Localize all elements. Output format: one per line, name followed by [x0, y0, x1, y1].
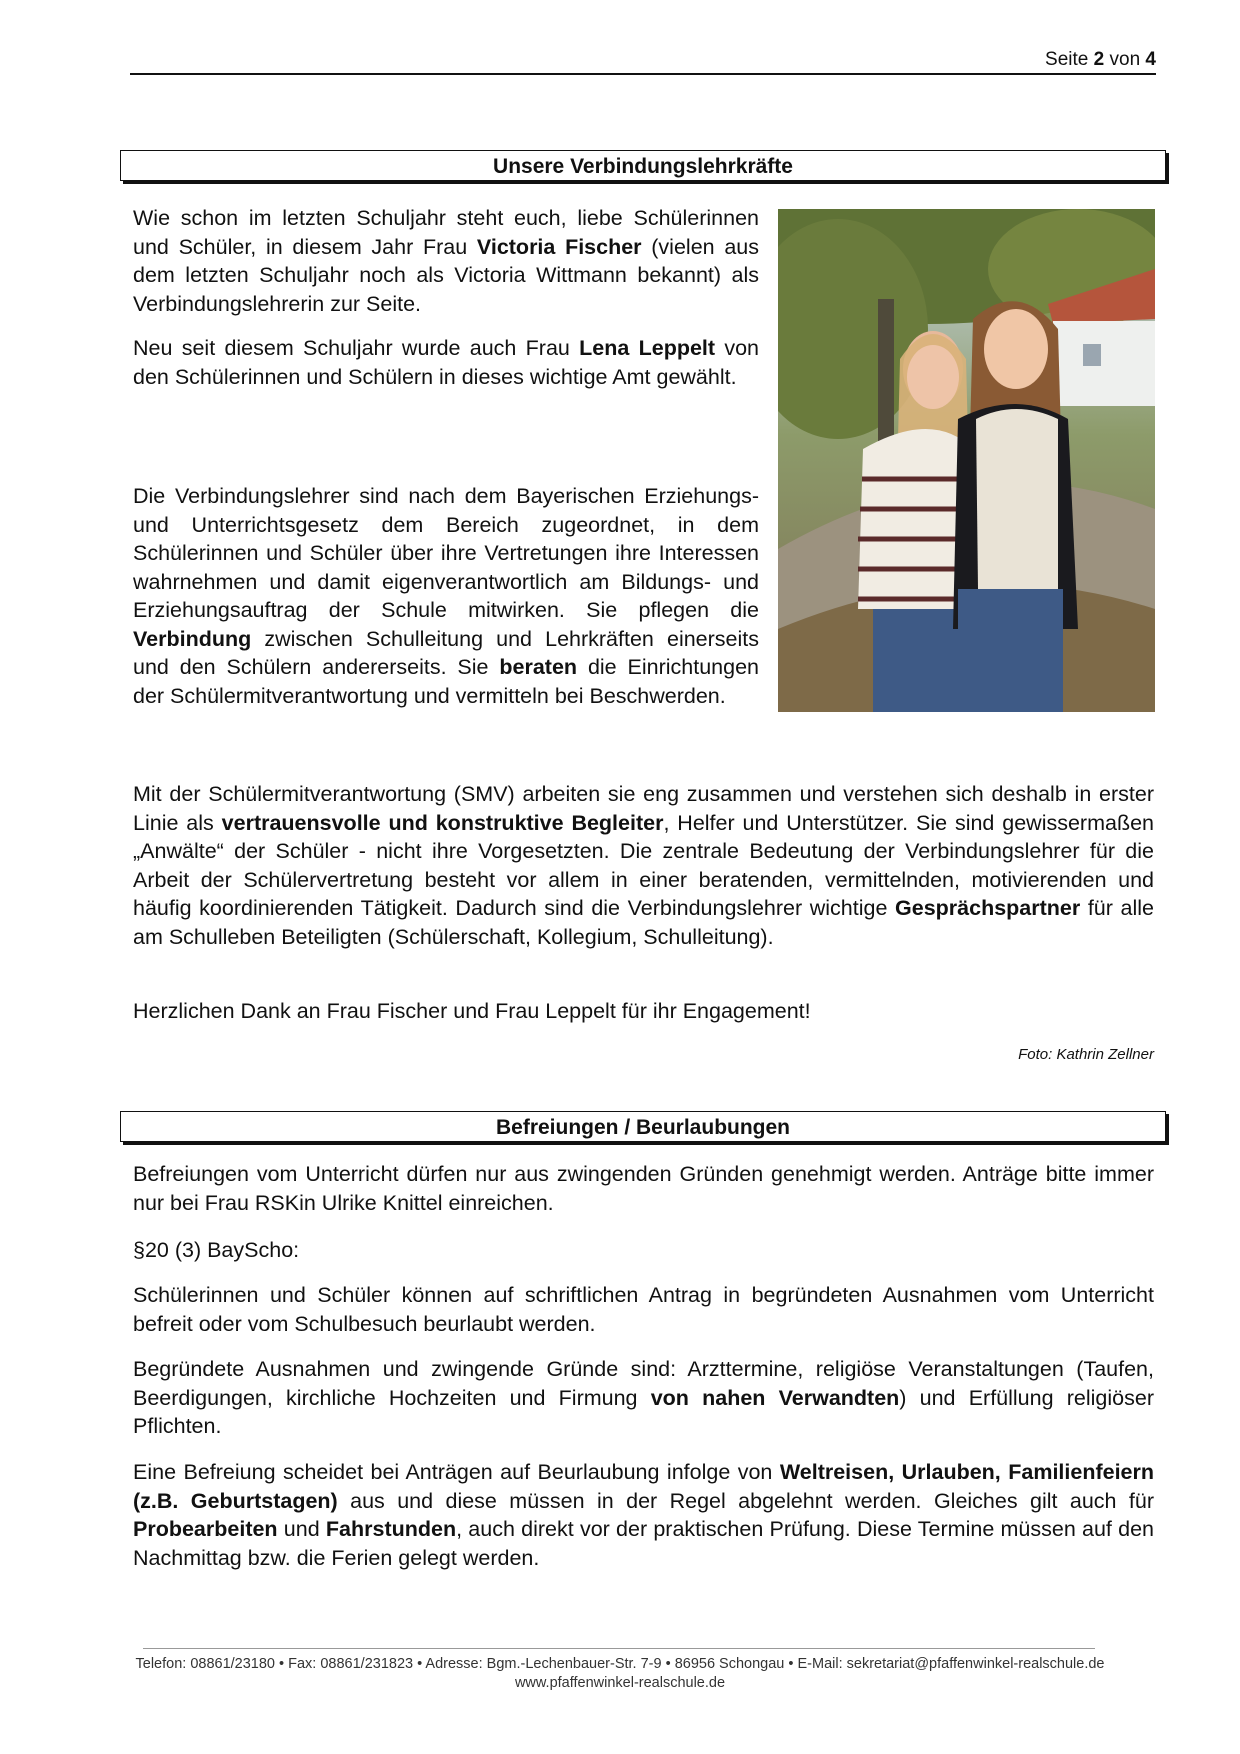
footer-rule — [143, 1648, 1095, 1649]
reasons-paragraph: Begründete Ausnahmen und zwingende Gründe sind: Arzttermine, religiöse Veranstaltungen (Taufen, Beerdigungen, kirchliche Hochzeiten und Firmung von nahen Verwandten) und Erfüllung religiöser Pflichten. — [133, 1357, 1154, 1438]
role-paragraph: Die Verbindungslehrer sind nach dem Bayerischen Erziehungs- und Unterrichtsgesetz dem Bereich zugeordnet, in dem Schülerinnen und Schüler über ihre Vertretungen ihre Interessen wahrnehmen und damit eigenverantwortlich am Bildungs- und Erziehungsauftrag der Schule mitwirken. Sie pflegen die Verbindung zwischen Schulleitung und Lehrkräften einerseits und den Schülern andererseits. Sie beraten die Einrichtungen der Schülermitverantwortung und vermitteln bei Beschwerden. — [133, 484, 759, 708]
new-teacher-paragraph: Neu seit diesem Schuljahr wurde auch Frau Lena Leppelt von den Schülerinnen und Schülern in dieses wichtige Amt gewählt. — [133, 336, 760, 389]
footer-contact: Telefon: 08861/23180 • Fax: 08861/231823 • Adresse: Bgm.-Lechenbauer-Str. 7-9 • 86956 Schongau • E-Mail: sekretariat@pfaffenwinkel-realschule.de — [135, 1656, 1105, 1672]
intro-paragraph: Wie schon im letzten Schuljahr steht euch, liebe Schülerinnen und Schüler, in diesem Jahr Frau Victoria Fischer (vielen aus dem letzten Schuljahr noch als Victoria Wittmann bekannt) als Verbindungslehrerin zur Seite. — [133, 206, 759, 316]
section-heading-befreiungen: Befreiungen / Beurlaubungen — [120, 1111, 1166, 1142]
thanks-paragraph: Herzlichen Dank an Frau Fischer und Frau Leppelt für ihr Engagement! — [133, 999, 811, 1023]
footer-website: www.pfaffenwinkel-realschule.de — [514, 1675, 726, 1691]
befreiung-intro-paragraph: Befreiungen vom Unterricht dürfen nur aus zwingenden Gründen genehmigt werden. Anträge bitte immer nur bei Frau RSKin Ulrike Knittel einreichen. — [133, 1162, 1154, 1215]
header-rule — [130, 73, 1156, 75]
law-reference: §20 (3) BayScho: — [133, 1238, 300, 1262]
section-heading-verbindungslehrkraefte: Unsere Verbindungslehrkräfte — [120, 150, 1166, 181]
smv-paragraph: Mit der Schülermitverantwortung (SMV) arbeiten sie eng zusammen und verstehen sich deshalb in erster Linie als vertrauensvolle und konstruktive Begleiter, Helfer und Unterstützer. Sie sind gewissermaßen „Anwälte“ der Schüler - nicht ihre Vorgesetzten. Die zentrale Bedeutung der Verbindungslehrer für die Arbeit der Schülervertretung besteht vor allem in einer beratenden, vermittelnden, motivierenden und häufig koordinierenden Tätigkeit. Dadurch sind die Verbindungslehrer wichtige Gesprächspartner für alle am Schulleben Beteiligten (Schülerschaft, Kollegium, Schulleitung). — [133, 782, 1154, 949]
photo-credit: Foto: Kathrin Zellner — [1018, 1046, 1154, 1063]
law-text-paragraph: Schülerinnen und Schüler können auf schriftlichen Antrag in begründeten Ausnahmen vom Unterricht befreit oder vom Schulbesuch beurlaubt werden. — [133, 1283, 1154, 1336]
teachers-photo — [778, 209, 1155, 712]
exclusions-paragraph: Eine Befreiung scheidet bei Anträgen auf Beurlaubung infolge von Weltreisen, Urlauben, Familienfeiern (z.B. Geburtstagen) aus und diese müssen in der Regel abgelehnt werden. Gleiches gilt auch für Probearbeiten und Fahrstunden, auch direkt vor der praktischen Prüfung. Diese Termine müssen auf den Nachmittag bzw. die Ferien gelegt werden. — [133, 1460, 1155, 1570]
page-number: Seite 2 von 4 — [1045, 49, 1156, 70]
